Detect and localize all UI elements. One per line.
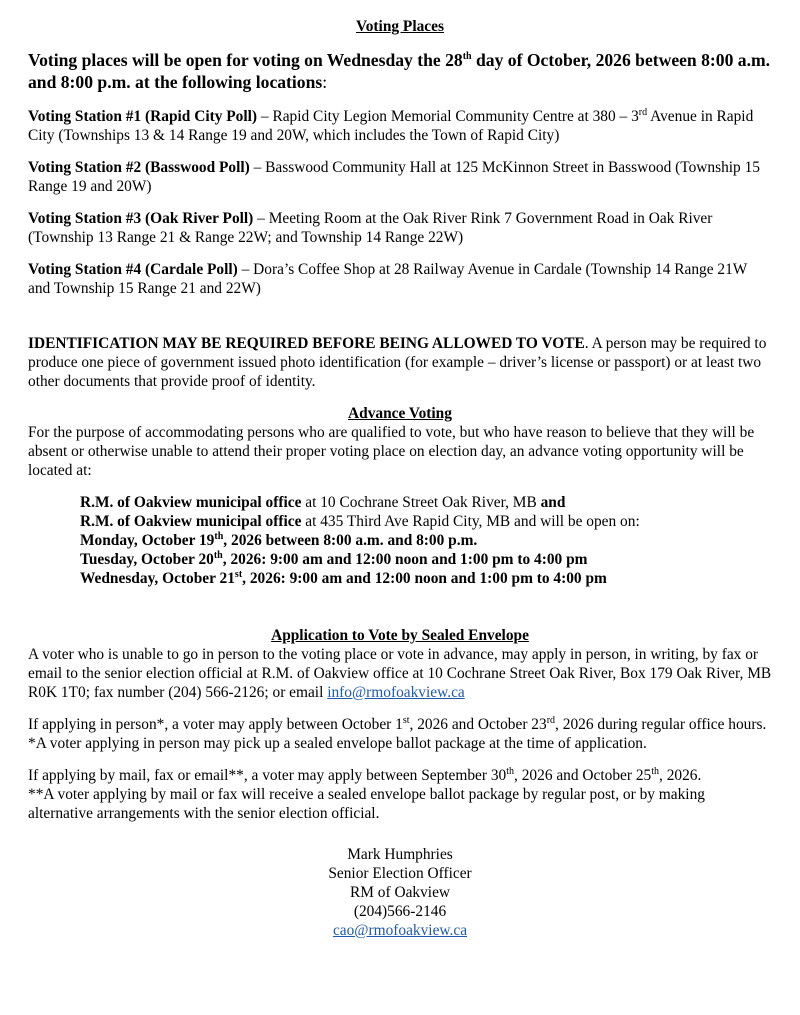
person-text-2: , 2026 and October 23 — [409, 716, 547, 733]
advance-day-3 — [80, 569, 772, 588]
person-sup-1: st — [402, 714, 410, 726]
mail-text-2: , 2026 and October 25 — [514, 767, 652, 784]
apply-in-person-note: *A voter applying in person may pick up a sealed envelope ballot package at the time of application. — [28, 735, 647, 752]
station-text: – Dora’s Coffee Shop at 28 Railway Avenue in Cardale (Township 14 Range 21W and Township 15 Range 21 and 22W) — [28, 261, 748, 297]
advance-day-1 — [80, 531, 772, 550]
station-text: – Basswood Community Hall at 125 McKinnon Street in Basswood (Township 15 Range 19 and 20W) — [28, 159, 760, 195]
lead-text-2: day of October, 2026 between 8:00 a.m. and 8:00 p.m. at the following locations — [28, 50, 771, 92]
advance-office-1 — [80, 493, 772, 512]
sealed-envelope-intro — [28, 645, 772, 702]
apply-by-mail-paragraph — [28, 766, 772, 785]
info-email-link[interactable]: info@rmofoakview.ca — [327, 684, 465, 701]
advance-voting-intro: For the purpose of accommodating persons who are qualified to vote, but who have reason to believe that they will be absent or otherwise unable to attend their proper voting place on election day, an advance voting opportunity will be located at: — [28, 424, 755, 479]
voting-station-2 — [28, 158, 772, 196]
identification-bold: IDENTIFICATION MAY BE REQUIRED BEFORE BEING ALLOWED TO VOTE — [28, 335, 585, 352]
station-text-2: Avenue in Rapid City (Townships 13 & 14 Range 19 and 20W, which includes the Town of Rapid City) — [28, 108, 754, 144]
cao-email-link[interactable]: cao@rmofoakview.ca — [332, 922, 468, 939]
identification-paragraph — [28, 334, 772, 391]
office-name: R.M. of Oakview municipal office — [80, 494, 302, 511]
day-text: Wednesday, October 21 — [80, 570, 235, 587]
day-sup: st — [234, 568, 243, 580]
advance-day-2 — [80, 550, 772, 569]
day-hours: , 2026 between 8:00 a.m. and 8:00 p.m. — [223, 532, 478, 549]
station-text: – Rapid City Legion Memorial Community Centre at 380 – 3 — [257, 108, 639, 125]
signature-phone: (204)566-2146 — [353, 903, 447, 920]
office-address: at 10 Cochrane Street Oak River, MB — [301, 494, 541, 511]
signature-org: RM of Oakview — [349, 884, 451, 901]
signature-role: Senior Election Officer — [328, 865, 472, 882]
day-sup: th — [213, 549, 223, 561]
day-sup: th — [214, 530, 224, 542]
person-sup-2: rd — [546, 714, 556, 726]
mail-sup-1: th — [506, 765, 515, 777]
office-name: R.M. of Oakview municipal office — [80, 513, 302, 530]
identification-text: . A person may be required to produce one piece of government issued photo identification (for example – driver’s license or passport) or at least two other documents that provide proof of identity. — [28, 335, 767, 390]
day-text: Monday, October 19 — [80, 532, 215, 549]
station-sup: rd — [638, 106, 648, 118]
lead-text-1: Voting places will be open for voting on Wednesday the 28 — [28, 50, 463, 70]
mail-text-1: If applying by mail, fax or email**, a voter may apply between September 30 — [28, 767, 507, 784]
advance-voting-heading: Advance Voting — [348, 405, 452, 422]
signature-name: Mark Humphries — [347, 846, 453, 863]
station-label: Voting Station #3 (Oak River Poll) — [28, 210, 254, 227]
station-label: Voting Station #1 (Rapid City Poll) — [28, 108, 258, 125]
station-label: Voting Station #4 (Cardale Poll) — [28, 261, 238, 278]
sealed-envelope-heading: Application to Vote by Sealed Envelope — [271, 627, 529, 644]
voting-station-1 — [28, 107, 772, 145]
voting-station-3 — [28, 209, 772, 247]
day-hours: , 2026: 9:00 am and 12:00 noon and 1:00 pm to 4:00 pm — [242, 570, 607, 587]
lead-sup: th — [462, 51, 472, 63]
office-address: at 435 Third Ave Rapid City, MB and will be open on: — [301, 513, 640, 530]
office-and: and — [540, 494, 566, 511]
page-title: Voting Places — [356, 18, 444, 35]
signature-block — [28, 845, 772, 940]
day-hours: , 2026: 9:00 am and 12:00 noon and 1:00 pm to 4:00 pm — [222, 551, 588, 568]
apply-in-person-paragraph — [28, 715, 772, 734]
advance-office-2 — [80, 512, 772, 531]
station-label: Voting Station #2 (Basswood Poll) — [28, 159, 250, 176]
person-text-3: , 2026 during regular office hours. — [555, 716, 767, 733]
lead-paragraph — [28, 49, 772, 93]
person-text-1: If applying in person*, a voter may apply between October 1 — [28, 716, 403, 733]
sealed-intro-text: A voter who is unable to go in person to the voting place or vote in advance, may apply in person, in writing, by fax or email to the senior election official at R.M. of Oakview office at 10 Cochrane Street Oak River, Box 179 Oak River, MB R0K 1T0; fax number (204) 566-2126; or email — [28, 646, 772, 701]
voting-station-4 — [28, 260, 772, 298]
lead-colon: : — [322, 72, 328, 92]
mail-sup-2: th — [651, 765, 660, 777]
apply-by-mail-note: **A voter applying by mail or fax will receive a sealed envelope ballot package by regular post, or by making alternative arrangements with the senior election official. — [28, 786, 705, 822]
mail-text-3: , 2026. — [659, 767, 702, 784]
station-text: – Meeting Room at the Oak River Rink 7 Government Road in Oak River (Township 13 Range 21 & Range 22W; and Township 14 Range 22W) — [28, 210, 713, 246]
advance-voting-locations — [80, 493, 772, 588]
day-text: Tuesday, October 20 — [80, 551, 214, 568]
